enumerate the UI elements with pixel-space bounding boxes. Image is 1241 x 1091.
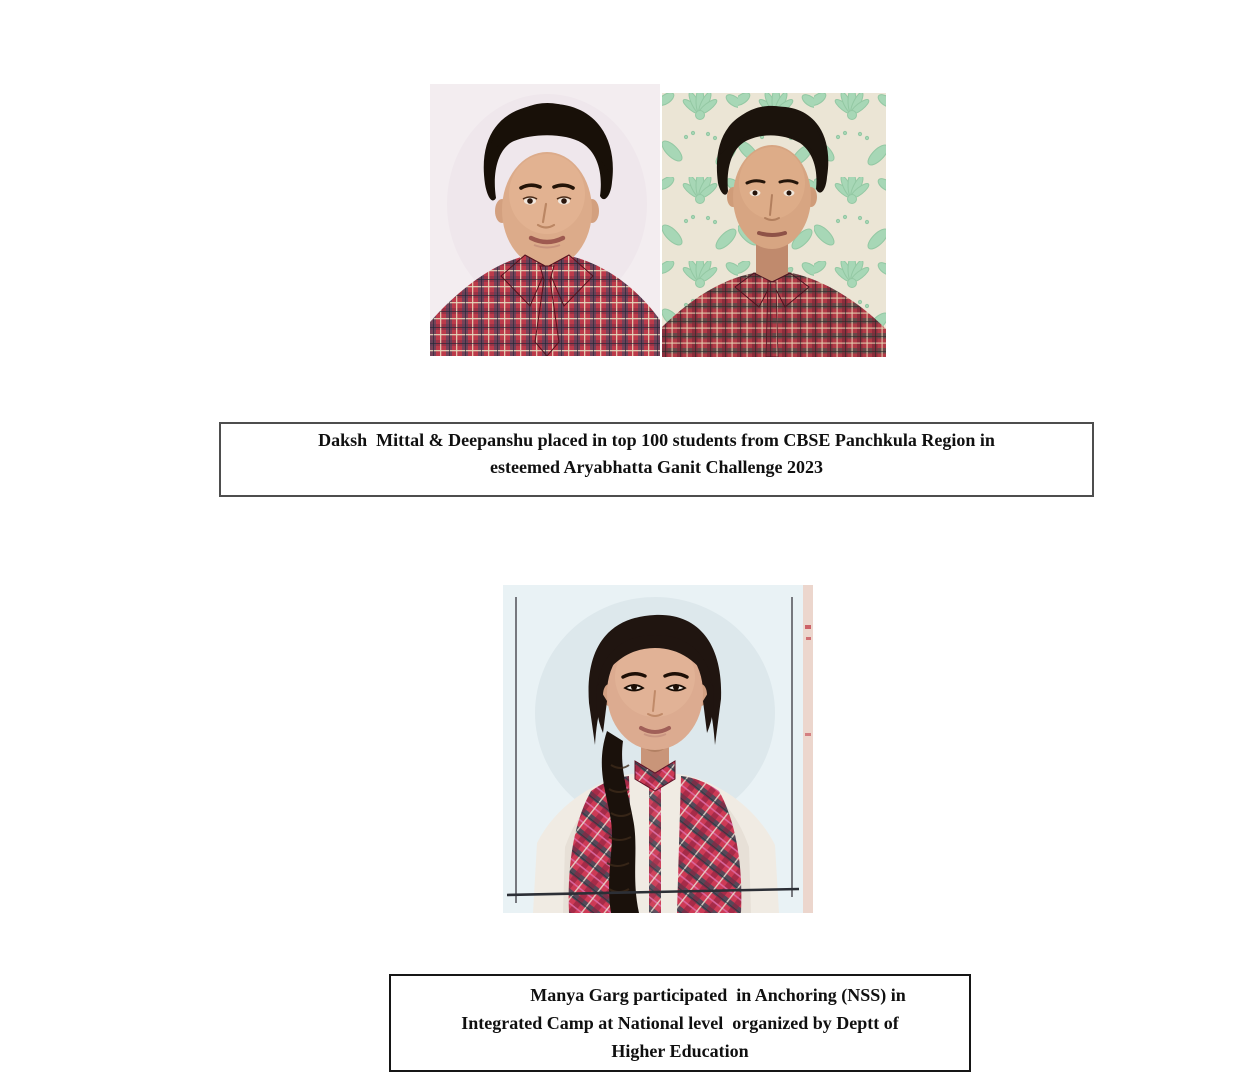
photo-boy-right bbox=[662, 93, 886, 357]
photo-girl bbox=[503, 585, 813, 913]
nss-caption-line-3: Higher Education bbox=[611, 1041, 749, 1061]
caption-box-achievement bbox=[219, 422, 1094, 497]
achievement-caption-line-2: esteemed Aryabhatta Ganit Challenge 2023 bbox=[490, 457, 823, 477]
photo-boy-left bbox=[430, 84, 660, 356]
caption-box-nss bbox=[389, 974, 971, 1072]
boy-left-portrait-illustration bbox=[430, 84, 660, 356]
nss-caption-line-1: Manya Garg participated in Anchoring (NSS) in bbox=[530, 985, 906, 1005]
achievement-caption-line-1: Daksh Mittal & Deepanshu placed in top 100 students from CBSE Panchkula Region in bbox=[318, 430, 995, 450]
nss-caption-line-2: Integrated Camp at National level organized by Deptt of bbox=[461, 1013, 899, 1033]
boy-right-portrait-illustration bbox=[662, 93, 886, 357]
girl-portrait-illustration bbox=[503, 585, 813, 913]
